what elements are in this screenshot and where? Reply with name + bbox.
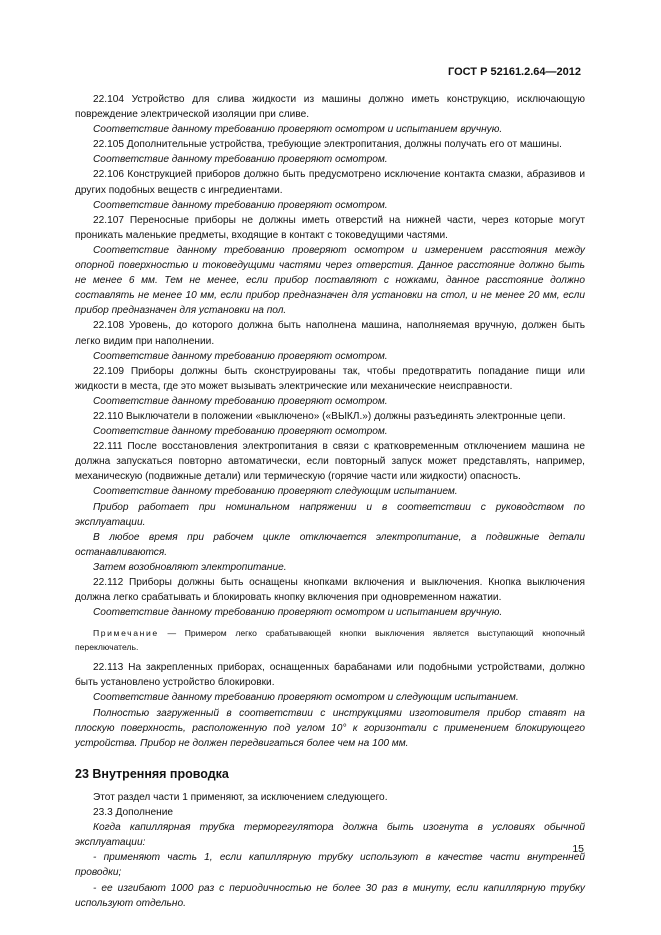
paragraph: 22.106 Конструкцией приборов должно быть предусмотрено исключение контакта смазки, абразивов и других подобных веществ с ингредиентами. xyxy=(75,169,585,196)
paragraph-group-23 xyxy=(75,790,585,911)
paragraph: 22.105 Дополнительные устройства, требующие электропитания, должны получать его от машины. xyxy=(93,139,562,151)
paragraph-italic: Когда капиллярная трубка терморегулятора должна быть изогнута в условиях обычной эксплуатации: xyxy=(75,822,585,849)
paragraph-group-22-113 xyxy=(75,660,585,751)
paragraph: 23.3 Дополнение xyxy=(93,807,174,819)
paragraph-italic: Соответствие данному требованию проверяют осмотром и испытанием вручную. xyxy=(93,124,503,136)
document-header: ГОСТ Р 52161.2.64—2012 xyxy=(447,66,581,78)
paragraph-italic: Соответствие данному требованию проверяют осмотром. xyxy=(93,154,388,166)
paragraph-italic: Соответствие данному требованию проверяют осмотром. xyxy=(93,199,388,211)
paragraph-italic: Соответствие данному требованию проверяют осмотром. xyxy=(93,426,388,438)
paragraph-italic: В любое время при рабочем цикле отключается электропитание, а подвижные детали останавливаются. xyxy=(75,531,585,558)
paragraph: 22.110 Выключатели в положении «выключено» («ВЫКЛ.») должны разъединять электронные цепи. xyxy=(93,410,566,422)
paragraph-italic: Полностью загруженный в соответствии с инструкциями изготовителя прибор ставят на плоскую поверхность, расположенную под углом 10° к горизонтали с применением блокирующего устройства. Прибор не должен передвигаться более чем на 100 мм. xyxy=(75,707,585,749)
paragraph-italic: Прибор работает при номинальном напряжении и в соответствии с руководством по эксплуатации. xyxy=(75,501,585,528)
paragraph: 22.104 Устройство для слива жидкости из машины должно иметь конструкцию, исключающую повреждение электрической изоляции при сливе. xyxy=(75,94,585,121)
paragraph-italic: Соответствие данному требованию проверяют следующим испытанием. xyxy=(93,486,458,498)
paragraph: 22.111 После восстановления электропитания в связи с кратковременным отключением машина не должна запускаться повторно автоматически, если повторный запуск может представлять, например, механическую (подвижные детали) или термическую (горячие части или жидкости) опасность. xyxy=(75,441,585,483)
paragraph-group-22 xyxy=(75,92,585,620)
paragraph-italic: Соответствие данному требованию проверяют осмотром. xyxy=(93,395,388,407)
page-body xyxy=(75,92,585,911)
paragraph-italic: Затем возобновляют электропитание. xyxy=(93,561,287,573)
note-label: Примечание xyxy=(93,628,159,639)
paragraph: 22.112 Приборы должны быть оснащены кнопками включения и выключения. Кнопка выключения должна легко срабатывать и блокировать кнопку включения при одновременном нажатии. xyxy=(75,577,585,604)
paragraph-italic: Соответствие данному требованию проверяют осмотром. xyxy=(93,350,388,362)
paragraph: Этот раздел части 1 применяют, за исключением следующего. xyxy=(93,791,388,803)
paragraph: 22.113 На закрепленных приборах, оснащенных барабанами или подобными устройствами, должно быть установлено устройство блокировки. xyxy=(75,662,585,689)
note xyxy=(75,627,585,654)
paragraph-italic: - применяют часть 1, если капиллярную трубку используют в качестве части внутренней проводки; xyxy=(75,852,585,879)
paragraph-italic: - ее изгибают 1000 раз с периодичностью не более 30 раз в минуту, если капиллярную трубку используют отдельно. xyxy=(75,882,585,909)
paragraph-italic: Соответствие данному требованию проверяют осмотром и испытанием вручную. xyxy=(93,607,503,619)
page-number: 15 xyxy=(572,843,584,855)
paragraph: 22.107 Переносные приборы не должны иметь отверстий на нижней части, через которые могут проникать маленькие предметы, входящие в контакт с токоведущими частями. xyxy=(75,214,585,241)
paragraph-italic: Соответствие данному требованию проверяют осмотром и измерением расстояния между опорной поверхностью и токоведущими частями через отверстия. Данное расстояние должно быть не менее 6 мм. Тем не менее, если прибор поставляют с ножками, данное расстояние должно составлять не менее 10 мм, если прибор предназначен для установки на стол, и не менее 20 мм, если прибор предназначен для установки на пол. xyxy=(75,244,585,317)
note-text: — Примером легко срабатывающей кнопки выключения является выступающий кнопочный переключатель. xyxy=(75,628,585,652)
paragraph: 22.108 Уровень, до которого должна быть наполнена машина, наполняемая вручную, должен быть легко видим при наполнении. xyxy=(75,320,585,347)
paragraph-italic: Соответствие данному требованию проверяют осмотром и следующим испытанием. xyxy=(93,692,519,704)
section-heading: 23 Внутренняя проводка xyxy=(75,766,229,781)
paragraph: 22.109 Приборы должны быть сконструированы так, чтобы предотвратить попадание пищи или жидкости в места, где это может вызывать электрические или механические неисправности. xyxy=(75,365,585,392)
